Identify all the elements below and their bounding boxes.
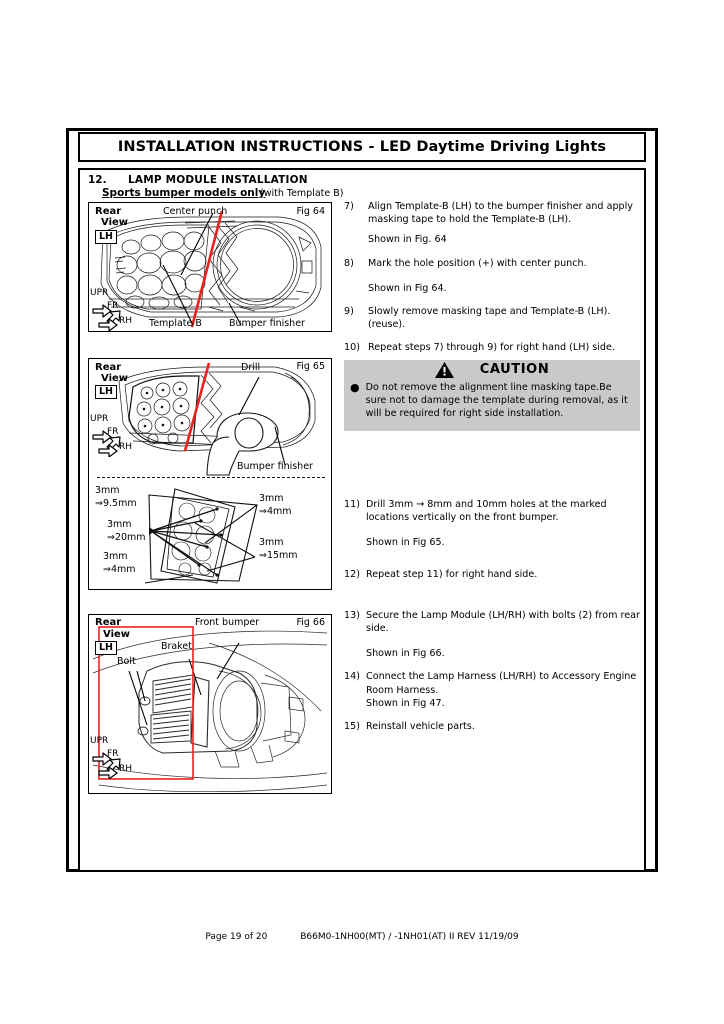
- fig65-orientation-fr: FR: [107, 427, 119, 437]
- step-8-number: 8): [344, 257, 354, 269]
- caution-body: [344, 379, 640, 431]
- step-9-number: 9): [344, 306, 354, 318]
- footer-page-number: Page 19 of 20: [205, 932, 268, 942]
- fig66-orientation-fr: FR: [107, 749, 119, 759]
- fig66-view-line1: Rear: [95, 617, 122, 628]
- fig65-callout-1: 3mm ⇒9.5mm: [95, 485, 137, 509]
- document-title-bar: [78, 132, 646, 162]
- fig66-side-badge: LH: [95, 641, 117, 655]
- content-box: [78, 168, 646, 872]
- fig65-callout-2: 3mm ⇒20mm: [107, 519, 146, 543]
- step-10-number: 10): [344, 342, 360, 354]
- step-12-number: 12): [344, 568, 360, 580]
- section-number: 12.: [88, 174, 107, 186]
- fig64-orientation-fr: FR: [107, 301, 119, 311]
- step-11-number: 11): [344, 499, 360, 510]
- fig65-callout-3: 3mm ⇒4mm: [103, 551, 136, 575]
- subsection-note: (with Template B): [260, 188, 344, 199]
- instruction-steps-upper: [344, 200, 640, 355]
- instruction-steps-lower: [344, 498, 640, 733]
- step-8-sub: Shown in Fig 64.: [368, 282, 447, 294]
- section-title: LAMP MODULE INSTALLATION: [128, 174, 308, 186]
- fig64-view-line2: View: [101, 217, 129, 228]
- page-footer: [0, 932, 724, 942]
- fig64-label-template-b: Template B: [149, 318, 202, 329]
- figure-66: [88, 614, 332, 794]
- fig65-callout-5: 3mm ⇒15mm: [259, 537, 298, 561]
- fig65-id: Fig 65: [296, 361, 325, 372]
- fig65-view-line2: View: [101, 373, 129, 384]
- step-9: [344, 305, 640, 331]
- fig65-side-badge: LH: [95, 385, 117, 399]
- caution-bullet-icon: ●: [350, 381, 360, 394]
- figure-64: [88, 202, 332, 332]
- figure-65-divider: [97, 477, 325, 478]
- step-7: [344, 200, 640, 247]
- step-15-text: Reinstall vehicle parts.: [366, 721, 475, 733]
- step-14-text: Connect the Lamp Harness (LH/RH) to Accessory Engine Room Harness.: [366, 671, 637, 696]
- step-8: [344, 257, 640, 295]
- fig66-label-braket: Braket: [161, 641, 192, 652]
- step-7-number: 7): [344, 201, 354, 212]
- step-14-sub: Shown in Fig 47.: [366, 697, 445, 709]
- fig65-orientation-upr: UPR: [90, 414, 109, 424]
- caution-heading: CAUTION: [479, 362, 550, 377]
- fig66-orientation-rh: RH: [119, 764, 133, 774]
- figure-65: [88, 358, 332, 590]
- fig65-view-line1: Rear: [95, 362, 122, 373]
- footer-part-number: B66M0-1NH00(MT) / -1NH01(AT) II REV 11/19/09: [300, 932, 519, 942]
- fig64-orientation-upr: UPR: [90, 288, 109, 298]
- fig66-id: Fig 66: [296, 617, 325, 628]
- caution-header: [344, 360, 640, 379]
- step-11-sub: Shown in Fig 65.: [366, 537, 445, 549]
- step-12: [344, 568, 640, 581]
- fig64-side-badge: LH: [95, 230, 117, 244]
- step-14: [344, 670, 640, 710]
- step-11: [344, 498, 640, 550]
- step-15: [344, 720, 640, 733]
- fig66-orientation-upr: UPR: [90, 736, 109, 746]
- fig65-label-bumper-finisher: Bumper finisher: [237, 461, 313, 472]
- step-9-text: Slowly remove masking tape and Template-B (LH).(reuse).: [368, 306, 611, 331]
- step-13-sub: Shown in Fig 66.: [366, 648, 445, 660]
- step-13-number: 13): [344, 609, 360, 621]
- page-title: INSTALLATION INSTRUCTIONS - LED Daytime Driving Lights: [117, 139, 607, 155]
- fig64-id: Fig 64: [296, 206, 325, 217]
- subsection-title: Sports bumper models only: [102, 187, 266, 199]
- step-14-number: 14): [344, 671, 360, 683]
- step-10-sub: Repeat steps 7) through 9) for right hand (LH) side.: [368, 342, 615, 354]
- fig65-label-drill: Drill: [241, 362, 261, 373]
- caution-box: [344, 360, 640, 431]
- fig65-orientation-rh: RH: [119, 442, 133, 452]
- fig64-label-center-punch: Center punch: [163, 206, 228, 217]
- step-13: [344, 609, 640, 661]
- fig66-label-bolt: Bolt: [117, 656, 136, 667]
- fig66-label-front-bumper: Front bumper: [195, 617, 260, 628]
- fig64-orientation-rh: RH: [119, 316, 133, 326]
- step-7-sub: Shown in Fig. 64: [368, 234, 447, 246]
- step-11-text: Drill 3mm → 8mm and 10mm holes at the marked locations vertically on the front bumper.: [366, 499, 607, 524]
- fig65-callout-4: 3mm ⇒4mm: [259, 493, 292, 517]
- warning-triangle-icon: [435, 362, 454, 378]
- step-12-text: Repeat step 11) for right hand side.: [366, 568, 538, 580]
- step-7-text: Align Template-B (LH) to the bumper finisher and apply masking tape to hold the Template-B (LH).: [368, 201, 633, 226]
- caution-text: Do not remove the alignment line masking tape.Be sure not to damage the template during removal, as it will be required for right side installation.: [365, 382, 628, 420]
- fig64-label-bumper-finisher: Bumper finisher: [229, 318, 305, 329]
- step-10: [344, 341, 640, 354]
- step-13-text: Secure the Lamp Module (LH/RH) with bolts (2) from rear side.: [366, 609, 640, 635]
- fig66-view-line2: View: [103, 629, 131, 640]
- step-8-text: Mark the hole position (+) with center punch.: [368, 257, 587, 269]
- step-15-number: 15): [344, 721, 360, 733]
- fig64-view-line1: Rear: [95, 206, 122, 217]
